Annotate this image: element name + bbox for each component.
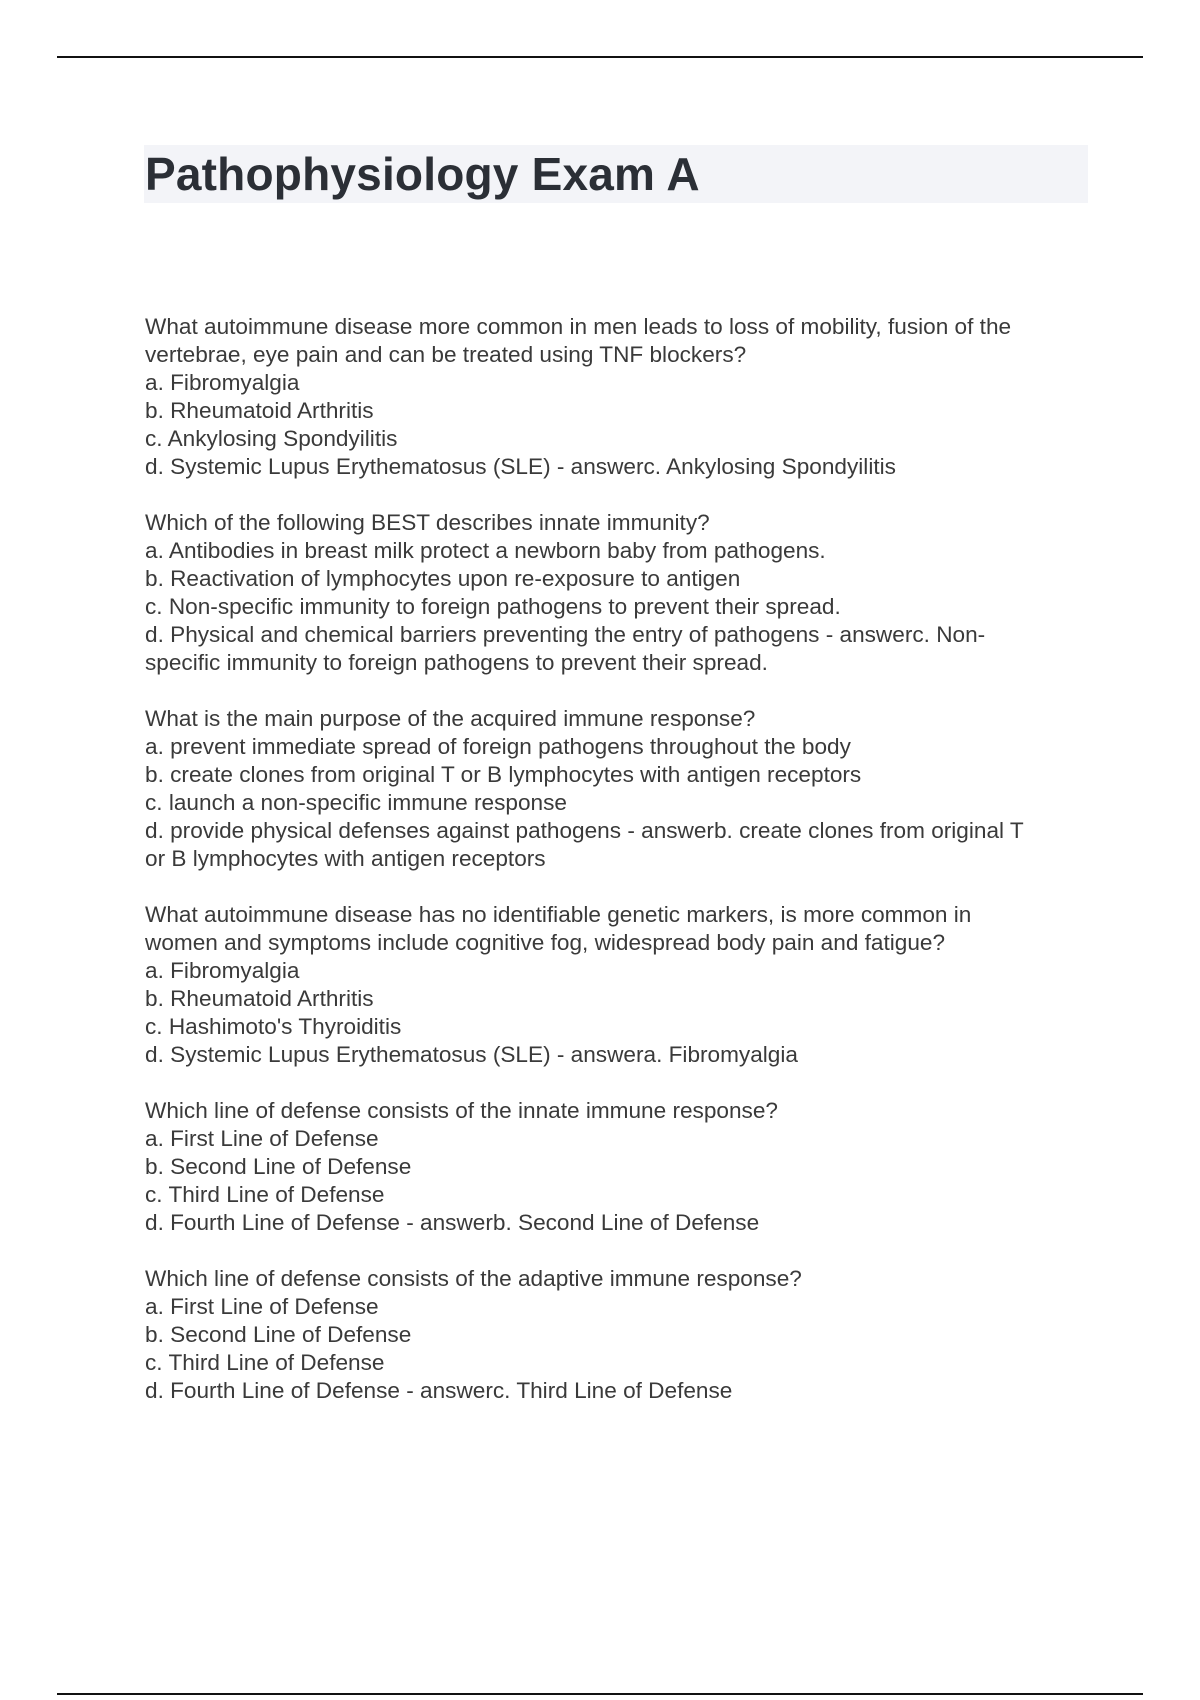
- question-list: [145, 313, 1095, 1433]
- question-block-3: [145, 705, 1095, 873]
- question-text-line: What autoimmune disease has no identifiable genetic markers, is more common in: [145, 902, 972, 927]
- question-text-line: vertebrae, eye pain and can be treated using TNF blockers?: [145, 342, 747, 367]
- question-text-line: What is the main purpose of the acquired immune response?: [145, 706, 756, 731]
- option-c: c. Third Line of Defense: [145, 1350, 385, 1375]
- option-d-with-answer: d. Fourth Line of Defense - answerb. Second Line of Defense: [145, 1210, 760, 1235]
- option-c: c. Non-specific immunity to foreign pathogens to prevent their spread.: [145, 594, 841, 619]
- option-a: a. First Line of Defense: [145, 1126, 379, 1151]
- option-b: b. Rheumatoid Arthritis: [145, 986, 374, 1011]
- option-a: a. First Line of Defense: [145, 1294, 379, 1319]
- question-block-2: [145, 509, 1095, 677]
- option-b: b. Reactivation of lymphocytes upon re-exposure to antigen: [145, 566, 741, 591]
- option-c: c. launch a non-specific immune response: [145, 790, 567, 815]
- option-d-with-answer: d. Systemic Lupus Erythematosus (SLE) - answera. Fibromyalgia: [145, 1042, 798, 1067]
- option-a: a. prevent immediate spread of foreign pathogens throughout the body: [145, 734, 851, 759]
- option-d-with-answer: d. Systemic Lupus Erythematosus (SLE) - answerc. Ankylosing Spondyilitis: [145, 454, 896, 479]
- question-block-4: [145, 901, 1095, 1069]
- option-d-with-answer: d. Fourth Line of Defense - answerc. Third Line of Defense: [145, 1378, 733, 1403]
- option-b: b. Second Line of Defense: [145, 1322, 412, 1347]
- option-d-with-answer: d. provide physical defenses against pathogens - answerb. create clones from original T: [145, 818, 1024, 843]
- option-b: b. Rheumatoid Arthritis: [145, 398, 374, 423]
- question-text-line: Which of the following BEST describes innate immunity?: [145, 510, 710, 535]
- option-b: b. create clones from original T or B lymphocytes with antigen receptors: [145, 762, 862, 787]
- question-block-6: [145, 1265, 1095, 1405]
- option-c: c. Hashimoto's Thyroiditis: [145, 1014, 402, 1039]
- option-a: a. Antibodies in breast milk protect a newborn baby from pathogens.: [145, 538, 826, 563]
- bottom-rule: [57, 1693, 1143, 1695]
- option-c: c. Third Line of Defense: [145, 1182, 385, 1207]
- question-text-line: Which line of defense consists of the adaptive immune response?: [145, 1266, 802, 1291]
- option-a: a. Fibromyalgia: [145, 370, 300, 395]
- answer-continuation: or B lymphocytes with antigen receptors: [145, 846, 546, 871]
- page-title: Pathophysiology Exam A: [145, 148, 700, 200]
- option-a: a. Fibromyalgia: [145, 958, 300, 983]
- question-text-line: women and symptoms include cognitive fog, widespread body pain and fatigue?: [145, 930, 946, 955]
- question-block-1: [145, 313, 1095, 481]
- question-text-line: Which line of defense consists of the innate immune response?: [145, 1098, 778, 1123]
- option-b: b. Second Line of Defense: [145, 1154, 412, 1179]
- question-text-line: What autoimmune disease more common in men leads to loss of mobility, fusion of the: [145, 314, 1012, 339]
- answer-continuation: specific immunity to foreign pathogens to prevent their spread.: [145, 650, 768, 675]
- option-d-with-answer: d. Physical and chemical barriers preventing the entry of pathogens - answerc. Non-: [145, 622, 986, 647]
- option-c: c. Ankylosing Spondyilitis: [145, 426, 398, 451]
- top-rule: [57, 56, 1143, 58]
- question-block-5: [145, 1097, 1095, 1237]
